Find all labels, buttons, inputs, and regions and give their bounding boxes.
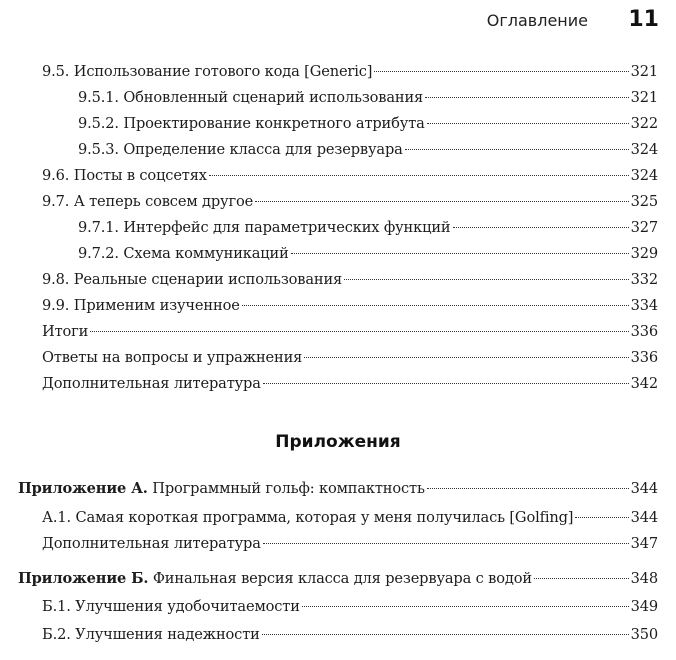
toc-entry-title: 9.8. Реальные сценарии использования bbox=[42, 271, 343, 288]
toc-entry-title: 9.7. А теперь совсем другое bbox=[42, 193, 254, 210]
toc-entry-page: 321 bbox=[630, 63, 658, 80]
dot-leader bbox=[242, 305, 629, 306]
toc-entry-page: 329 bbox=[630, 245, 658, 262]
appendix-label: Приложение Б. bbox=[18, 570, 149, 587]
toc-entry-9-5-1[interactable] bbox=[78, 85, 658, 111]
toc-entry-9-7[interactable] bbox=[42, 189, 658, 215]
toc-entry-title: Итоги bbox=[42, 323, 89, 340]
dot-leader bbox=[427, 123, 629, 124]
toc-entry-b-2[interactable] bbox=[42, 622, 658, 648]
toc-entry-page: 336 bbox=[630, 349, 658, 366]
toc-entry-page: 327 bbox=[630, 219, 658, 236]
toc-entry-title: 9.6. Посты в соцсетях bbox=[42, 167, 207, 184]
dot-leader bbox=[90, 331, 628, 332]
toc-entry-9-5[interactable] bbox=[42, 59, 658, 85]
dot-leader bbox=[304, 357, 628, 358]
page-number: 11 bbox=[628, 7, 659, 32]
toc-entry-a-1[interactable] bbox=[42, 505, 658, 531]
dot-leader bbox=[344, 279, 629, 280]
toc-entry-title: Ответы на вопросы и упражнения bbox=[42, 349, 303, 366]
toc-entry-9-7-2[interactable] bbox=[78, 241, 658, 267]
appendix-label: Приложение А. bbox=[18, 480, 148, 497]
toc-entry-9-6[interactable] bbox=[42, 163, 658, 189]
dot-leader bbox=[453, 227, 629, 228]
dot-leader bbox=[209, 175, 629, 176]
toc-entry-appendix-a[interactable] bbox=[18, 476, 658, 502]
toc-entry-page: 321 bbox=[630, 89, 658, 106]
dot-leader bbox=[425, 97, 629, 98]
toc-entry-title: 9.9. Применим изученное bbox=[42, 297, 240, 314]
toc-entry-title: Б.2. Улучшения надежности bbox=[42, 626, 260, 643]
toc-entry-page: 348 bbox=[630, 570, 658, 587]
dot-leader bbox=[262, 634, 629, 635]
toc-entry-9-7-1[interactable] bbox=[78, 215, 658, 241]
dot-leader bbox=[291, 253, 629, 254]
dot-leader bbox=[302, 606, 629, 607]
toc-entry-page: 322 bbox=[630, 115, 658, 132]
toc-entry-page: 324 bbox=[630, 141, 658, 158]
toc-entry-a-further-reading[interactable] bbox=[42, 531, 658, 557]
toc-entry-9-5-2[interactable] bbox=[78, 111, 658, 137]
dot-leader bbox=[263, 383, 629, 384]
toc-entry-9-9[interactable] bbox=[42, 293, 658, 319]
toc-entry-page: 349 bbox=[630, 598, 658, 615]
toc-entry-page: 334 bbox=[630, 297, 658, 314]
dot-leader bbox=[374, 71, 628, 72]
toc-entry-page: 350 bbox=[630, 626, 658, 643]
toc-entry-page: 342 bbox=[630, 375, 658, 392]
page-header bbox=[0, 0, 676, 44]
toc-entry-page: 332 bbox=[630, 271, 658, 288]
toc-entry-summary[interactable] bbox=[42, 319, 658, 345]
dot-leader bbox=[405, 149, 629, 150]
toc-entry-title: 9.5. Использование готового кода [Generic] bbox=[42, 63, 373, 80]
appendices-heading: Приложения bbox=[275, 432, 401, 452]
toc-entry-title: 9.7.2. Схема коммуникаций bbox=[78, 245, 289, 262]
toc-entry-b-1[interactable] bbox=[42, 594, 658, 620]
toc-entry-page: 344 bbox=[630, 480, 658, 497]
toc-entry-title: А.1. Самая короткая программа, которая у меня получилась [Golfing] bbox=[42, 509, 574, 526]
toc-entry-title: Дополнительная литература bbox=[42, 375, 261, 392]
toc-entry-further-reading[interactable] bbox=[42, 371, 658, 397]
dot-leader bbox=[575, 517, 628, 518]
dot-leader bbox=[427, 488, 629, 489]
toc-entry-title: 9.5.2. Проектирование конкретного атрибута bbox=[78, 115, 425, 132]
dot-leader bbox=[534, 578, 629, 579]
toc-entry-page: 336 bbox=[630, 323, 658, 340]
toc-entry-title: Программный гольф: компактность bbox=[152, 480, 425, 497]
toc-entry-9-5-3[interactable] bbox=[78, 137, 658, 163]
toc-entry-9-8[interactable] bbox=[42, 267, 658, 293]
toc-entry-page: 324 bbox=[630, 167, 658, 184]
toc-entry-page: 344 bbox=[630, 509, 658, 526]
toc-entry-title: 9.7.1. Интерфейс для параметрических функций bbox=[78, 219, 451, 236]
toc-entry-title: Б.1. Улучшения удобочитаемости bbox=[42, 598, 300, 615]
running-section-title: Оглавление bbox=[486, 11, 588, 30]
toc-entry-page: 325 bbox=[630, 193, 658, 210]
toc-entry-appendix-b[interactable] bbox=[18, 566, 658, 592]
dot-leader bbox=[255, 201, 629, 202]
toc-entry-title: 9.5.3. Определение класса для резервуара bbox=[78, 141, 403, 158]
toc-entry-answers[interactable] bbox=[42, 345, 658, 371]
toc-entry-title: 9.5.1. Обновленный сценарий использования bbox=[78, 89, 424, 106]
toc-entry-title: Дополнительная литература bbox=[42, 535, 261, 552]
toc-entry-page: 347 bbox=[630, 535, 658, 552]
dot-leader bbox=[263, 543, 629, 544]
toc-entry-title: Финальная версия класса для резервуара с водой bbox=[152, 570, 532, 587]
